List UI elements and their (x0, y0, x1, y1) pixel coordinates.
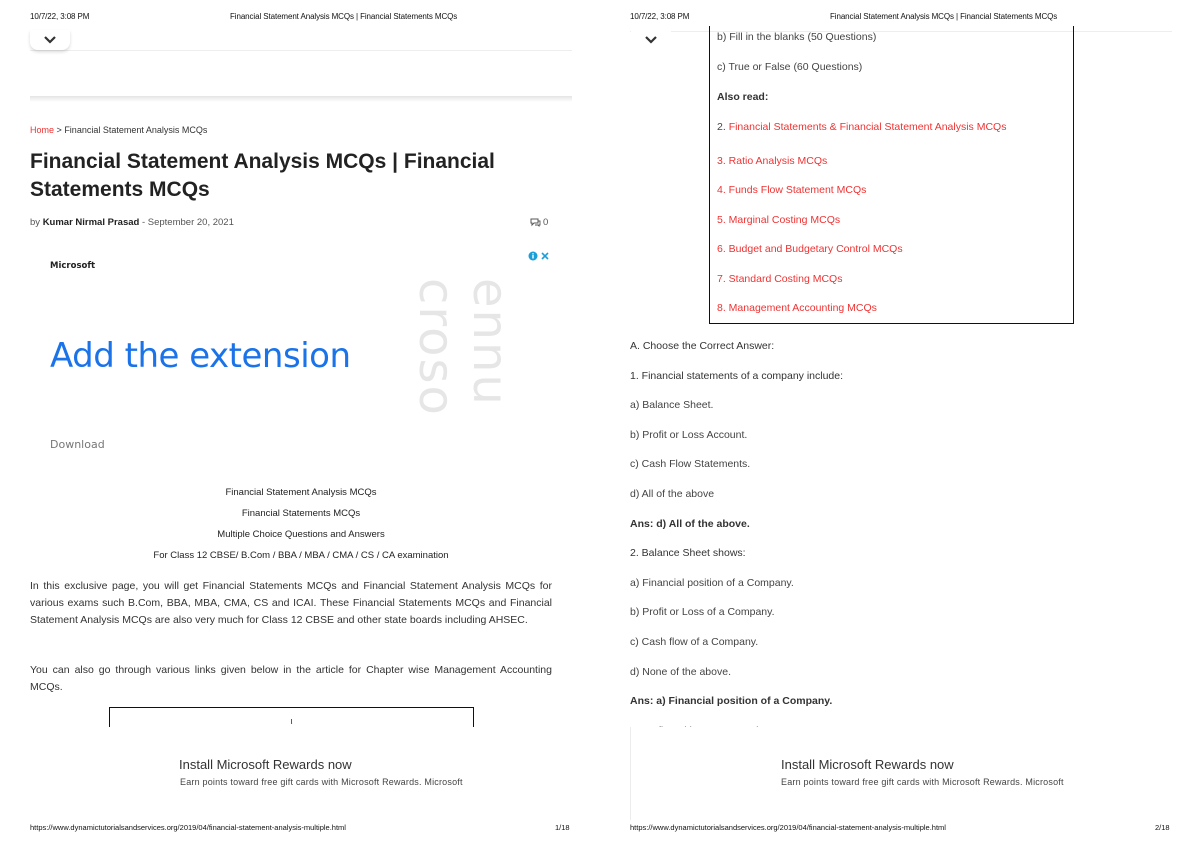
ad-side-text-1: croso (408, 278, 464, 417)
also-read-item[interactable]: 2. Financial Statements & Financial Statement Analysis MCQs (717, 121, 1007, 133)
breadcrumb (30, 125, 207, 135)
page-title-line2: Statements MCQs (30, 178, 210, 201)
expand-menu-button[interactable] (631, 30, 671, 50)
contents-list (717, 31, 1006, 328)
contents-item: c) True or False (60 Questions) (717, 61, 863, 73)
page-title (30, 148, 570, 204)
option: a) Financial position of a Company. (630, 576, 794, 589)
intro-line: Financial Statements MCQs (241, 508, 361, 519)
post-date: September 20, 2021 (147, 217, 234, 228)
ad-close-icon[interactable] (540, 251, 550, 261)
option: c) Cash flow of a Company. (630, 635, 759, 648)
option: d) All of the above (630, 487, 715, 500)
expand-menu-button[interactable] (30, 30, 70, 50)
also-read-item[interactable] (717, 210, 1006, 240)
print-page-number: 2/18 (1155, 823, 1170, 832)
byline-dash: - (141, 217, 146, 228)
option: b) Profit or Loss of a Company. (630, 606, 775, 619)
chevron-down-icon (43, 35, 57, 45)
ad-info-icon (528, 251, 538, 261)
comment-count-value: 0 (543, 217, 549, 228)
also-read-heading: Also read: (717, 91, 769, 103)
site-header-strip (30, 30, 572, 51)
intro-block (30, 487, 572, 571)
print-url: https://www.dynamictutorialsandservices.org/2019/04/financial-statement-analysis-multiple.html (30, 823, 346, 832)
chevron-down-icon (644, 35, 658, 45)
ad-block[interactable] (30, 248, 554, 463)
intro-line: Financial Statement Analysis MCQs (225, 487, 377, 498)
option: b) Profit or Loss Account. (630, 428, 748, 441)
install-banner[interactable] (630, 727, 1173, 820)
also-read-item[interactable] (717, 269, 1006, 299)
banner-subtitle: Earn points toward free gift cards with Microsoft Rewards. Microsoft (781, 777, 1064, 787)
breadcrumb-home-link[interactable]: Home (30, 125, 55, 135)
also-read-link[interactable]: 7. Standard Costing MCQs (717, 272, 843, 285)
intro-line: Multiple Choice Questions and Answers (217, 529, 385, 540)
option: c) Cash Flow Statements. (630, 458, 751, 471)
intro-line: For Class 12 CBSE/ B.Com / BBA / MBA / CMA / CS / CA examination (153, 550, 449, 561)
contents-box (109, 707, 474, 728)
banner-title[interactable]: Install Microsoft Rewards now (781, 757, 954, 772)
comment-count[interactable] (530, 217, 548, 228)
ad-download-button[interactable]: Download (50, 438, 105, 451)
breadcrumb-current: Financial Statement Analysis MCQs (64, 125, 208, 135)
question: 2. Balance Sheet shows: (630, 547, 746, 560)
ad-choices[interactable] (528, 251, 550, 261)
ad-headline[interactable]: Add the extension (50, 336, 351, 376)
links-paragraph: You can also go through various links given below in the article for Chapter wise Management Accounting MCQs. (30, 664, 552, 693)
option: a) Balance Sheet. (630, 399, 714, 412)
also-read-link[interactable]: 8. Management Accounting MCQs (717, 302, 877, 314)
header-shadow (30, 96, 572, 102)
also-read-link[interactable]: 5. Marginal Costing MCQs (717, 213, 841, 226)
author-link[interactable]: Kumar Nirmal Prasad (42, 217, 140, 228)
contents-box-partial: ι (290, 716, 293, 726)
ad-side-text-2: ennu (462, 278, 518, 407)
banner-title[interactable]: Install Microsoft Rewards now (179, 757, 352, 772)
also-read-link[interactable]: 6. Budget and Budgetary Control MCQs (717, 243, 903, 255)
print-page-number: 1/18 (555, 823, 570, 832)
also-read-item[interactable] (717, 151, 1006, 181)
option: d) None of the above. (630, 665, 731, 678)
answer: Ans: d) All of the above. (630, 517, 750, 530)
print-datetime: 10/7/22, 3:08 PM (630, 12, 690, 21)
also-read-item[interactable] (717, 180, 1006, 210)
byline-by: by (30, 217, 41, 228)
also-read-link[interactable]: 3. Ratio Analysis MCQs (717, 154, 828, 167)
comment-icon (530, 218, 541, 227)
also-read-link[interactable]: Financial Statements & Financial Statement Analysis MCQs (728, 121, 1007, 133)
ad-side-graphic (406, 278, 554, 433)
ad-brand: Microsoft (50, 261, 96, 271)
mcq-section (630, 340, 1170, 737)
page-title-line1: Financial Statement Analysis MCQs | Financial (30, 150, 495, 173)
print-title: Financial Statement Analysis MCQs | Financial Statements MCQs (830, 12, 1058, 21)
byline (30, 217, 234, 228)
print-url: https://www.dynamictutorialsandservices.org/2019/04/financial-statement-analysis-multiple.html (630, 823, 946, 832)
intro-paragraph: In this exclusive page, you will get Financial Statements MCQs and Financial Statement Analysis MCQs for various exams such B.Com, BBA, MBA, CMA, CS and ICAI. These Financial Statements MCQs and Financial Statement Analysis MCQs are also very much for Class 12 CBSE and other state boards including AHSEC. (30, 580, 552, 626)
also-read-item[interactable] (717, 239, 1006, 269)
print-title: Financial Statement Analysis MCQs | Financial Statements MCQs (230, 12, 458, 21)
breadcrumb-separator: > (56, 125, 62, 135)
section-heading: A. Choose the Correct Answer: (630, 340, 775, 352)
question: 1. Financial statements of a company include: (630, 369, 844, 382)
answer: Ans: a) Financial position of a Company. (630, 695, 833, 708)
also-read-link[interactable]: 4. Funds Flow Statement MCQs (717, 184, 867, 196)
banner-subtitle: Earn points toward free gift cards with Microsoft Rewards. Microsoft (180, 777, 463, 787)
print-datetime: 10/7/22, 3:08 PM (30, 12, 90, 21)
contents-item: b) Fill in the blanks (50 Questions) (717, 31, 877, 43)
also-read-item[interactable] (717, 298, 1006, 328)
install-banner[interactable] (30, 727, 572, 820)
